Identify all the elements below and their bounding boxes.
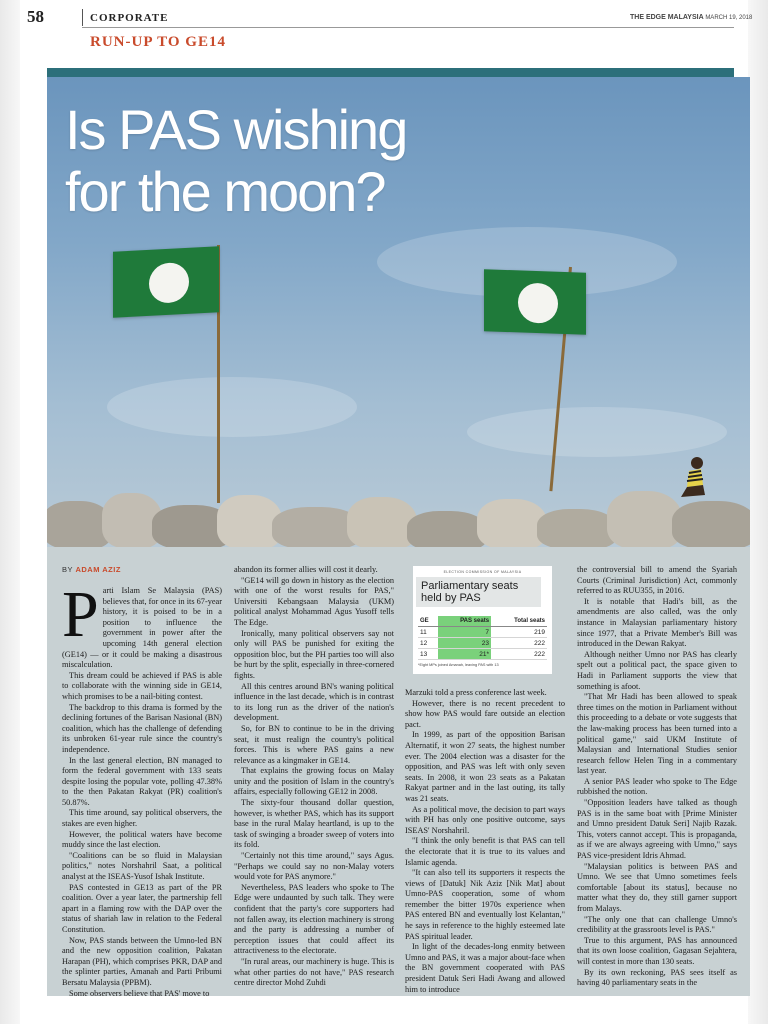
column-header: Total seats xyxy=(491,616,547,627)
paragraph: abandon its former allies will cost it dearly. xyxy=(234,565,378,574)
paragraph: Nevertheless, PAS leaders who spoke to The Edge were undaunted by such talk. They were confident that the party's core supporters had not fallen away, its election machinery is strong and the party is addressing a number of perception issues that could affect its attractiveness to the electorate. xyxy=(234,882,394,956)
cell-pas-seats: 7 xyxy=(438,627,491,638)
article-column-3 xyxy=(405,688,565,995)
paragraph: the controversial bill to amend the Syariah Courts (Criminal Jurisdiction) Act, commonly referred to as RUU355, in 2016. xyxy=(577,565,737,596)
paragraph: This dream could be achieved if PAS is able to collaborate with the winning side in GE14, which promises to be a nail-biting contest. xyxy=(62,670,222,701)
byline xyxy=(62,565,222,574)
section-label: CORPORATE xyxy=(90,12,169,24)
byline-prefix: BY xyxy=(62,565,73,574)
full-moon-icon xyxy=(518,282,558,323)
cell-total-seats: 222 xyxy=(491,649,547,660)
pas-flag-right xyxy=(484,269,586,335)
paragraph: "In rural areas, our machinery is huge. This is what other parties do not have," PAS research centre director Mohd Zuhdi xyxy=(234,956,394,988)
hero-photo xyxy=(47,77,750,547)
cell-pas-seats: 23 xyxy=(438,638,491,649)
paragraph: This time around, say political observers, the stakes are even higher. xyxy=(62,808,222,829)
paragraph: "It can also tell its supporters it respects the views of [Datuk] Nik Aziz [Nik Mat] about Umno-PAS cooperation, some of whom remember the bitter 1970s experience when PAS entered BN and eventually lost Kelantan," he says in reference to the highly esteemed late PAS spiritual leader. xyxy=(405,868,565,941)
page-number: 58 xyxy=(27,7,44,26)
article-column-4 xyxy=(577,565,737,989)
paragraph: arti Islam Se Malaysia (PAS) believes that, for once in its 67-year history, it is poised to be in a position to influence the government in power after the upcoming 14th general election (GE14) — or it could be making a disastrous miscalculation. xyxy=(62,586,222,670)
byline-author: ADAM AZIZ xyxy=(75,565,121,574)
paragraph: A senior PAS leader who spoke to The Edge rubbished the notion. xyxy=(577,776,737,797)
paragraph: "Opposition leaders have talked as though PAS is in the same boat with [Prime Minister and Umno president Datuk Seri] Najib Razak. This, voters cannot accept. This is propaganda, as if we are always agreeing with Umno," says PAS vice-president Idris Ahmad. xyxy=(577,798,737,861)
kicker: RUN-UP TO GE14 xyxy=(90,34,226,50)
paragraph: The sixty-four thousand dollar question, however, is whether PAS, which has its support base in the rural Malay heartland, is up to the task of swinging a broader sweep of voters into its fold. xyxy=(234,798,394,850)
paragraph: Although neither Umno nor PAS has clearly spelt out a political pact, the space given to Hadi in Parliament supports the view that something is afoot. xyxy=(577,649,737,691)
table-header-row xyxy=(418,616,547,627)
masthead-brand: THE EDGE MALAYSIA xyxy=(630,14,704,21)
full-moon-icon xyxy=(149,262,189,304)
cell-ge: 12 xyxy=(418,638,438,649)
cell-total-seats: 222 xyxy=(491,638,547,649)
paragraph: "That Mr Hadi has been allowed to speak three times on the motion in Parliament without this proceeding to a debate or vote suggests that the law-making process has been turned into a political game," said UKM Institute of Malaysian and International Studies senior research fellow Helen Ting in a commentary last year. xyxy=(577,692,737,776)
seats-table xyxy=(418,616,547,660)
paragraph: That explains the growing focus on Malay unity and the position of Islam in the country's affairs, especially following GE12 in 2008. xyxy=(234,766,394,797)
paragraph: Now, PAS stands between the Umno-led BN and the new opposition coalition, Pakatan Harapan (PH), which comprises PKR, DAP and the splinter parties, Amanah and Parti Pribumi Bersatu Malaysia (PPBM). xyxy=(62,935,222,987)
cell-ge: 11 xyxy=(418,627,438,638)
cloud xyxy=(107,377,357,437)
page-gutter-left xyxy=(0,0,20,1024)
paragraph: By its own reckoning, PAS sees itself as having 40 parliamentary seats in the xyxy=(577,967,737,988)
seats-infobox xyxy=(413,566,552,674)
paragraph: In light of the decades-long enmity between Umno and PAS, it was a major about-face when the BN government cooperated with PAS president Datuk Seri Hadi Awang and allowed him to introduce xyxy=(405,942,565,994)
paragraph: As a political move, the decision to part ways with PH has only one positive outcome, says ISEAS' Norshahril. xyxy=(405,804,565,835)
pas-flag-left xyxy=(113,246,219,318)
paragraph: All this centres around BN's waning political influence in the last decade, which is in contrast to its long run as the driver of the nation's development. xyxy=(234,681,394,723)
cloud xyxy=(467,407,727,457)
paragraph: However, the political waters have become muddy since the last election. xyxy=(62,829,222,850)
infobox-source: ELECTION COMMISSION OF MALAYSIA xyxy=(443,570,522,574)
header-rule xyxy=(82,27,734,28)
article-column-2 xyxy=(234,565,394,989)
paragraph: In 1999, as part of the opposition Barisan Alternatif, it won 27 seats, the highest number ever. The 2004 election was a disaster for the opposition, and PAS was left with only seven seats. In 2008, it won 23 seats as a Pakatan Rakyat partner and in the last outing, its tally was 21 seats. xyxy=(405,730,565,803)
rocks xyxy=(47,487,750,547)
page-gutter-right xyxy=(748,0,768,1024)
table-row xyxy=(418,649,547,660)
masthead xyxy=(630,14,752,21)
paragraph: Ironically, many political observers say not only will PAS be punished for exiting the opposition bloc, but the PH parties too will also be hurt by the split, especially in three-cornered fights. xyxy=(234,628,394,680)
paragraph: So, for BN to continue to be in the driving seat, it must realign the country's political forces. This is where PAS gains a new relevance as a kingmaker in GE14. xyxy=(234,723,394,765)
headline-line-2: for the moon? xyxy=(65,160,385,223)
masthead-date: MARCH 19, 2018 xyxy=(705,15,753,21)
cell-total-seats: 219 xyxy=(491,627,547,638)
paragraph: However, there is no recent precedent to show how PAS would fare outside an election pact. xyxy=(405,698,565,729)
headline-line-1: Is PAS wishing xyxy=(65,98,407,161)
paragraph: "GE14 will go down in history as the election with one of the worst results for PAS," Universiti Kebangsaan Malaysia (UKM) political analyst Mohammad Agus Yusoff tells The Edge. xyxy=(234,575,394,627)
cell-ge: 13 xyxy=(418,649,438,660)
paragraph: "Certainly not this time around," says Agus. "Perhaps we could say no non-Malay voters would vote for PAS anymore." xyxy=(234,851,394,882)
infobox-title: Parliamentary seats held by PAS xyxy=(416,577,541,607)
drop-cap: P xyxy=(62,578,99,651)
table-row xyxy=(418,627,547,638)
paragraph: "I think the only benefit is that PAS can tell the electorate that it is true to its values and Islamic agenda. xyxy=(405,836,565,867)
header-separator xyxy=(82,9,83,26)
hero-top-bar xyxy=(47,68,734,77)
paragraph: The backdrop to this drama is formed by the declining fortunes of the Barisan Nasional (BN) coalition, which has the challenge of defending its unbroken 61-year rule since the country's independence. xyxy=(62,702,222,754)
table-row xyxy=(418,638,547,649)
paragraph: It is notable that Hadi's bill, as the amendments are also called, was the only instance in Malaysian parliamentary history since 1977, that a Private Member's Bill was introduced in the Dewan Rakyat. xyxy=(577,596,737,649)
paragraph: "Malaysian politics is between PAS and Umno. We see that Umno sometimes feels comfortable [about its status], because no matter what they do, they still garner support from Malays. xyxy=(577,861,737,913)
headline xyxy=(65,99,406,223)
paragraph: In the last general election, BN managed to form the federal government with 133 seats despite losing the popular vote, polling 47.38% to the then Pakatan Rakyat (PR) coalition's 50.87%. xyxy=(62,755,222,807)
column-header: PAS seats xyxy=(438,616,491,627)
article-column-1 xyxy=(62,565,222,999)
paragraph: Some observers believe that PAS' move to xyxy=(69,988,210,998)
cell-pas-seats: 21* xyxy=(438,649,491,660)
column-header: GE xyxy=(418,616,438,627)
paragraph: Marzuki told a press conference last week. xyxy=(405,688,547,697)
paragraph: "Coalitions can be so fluid in Malaysian politics," notes Norshahril Saat, a political analyst at the ISEAS-Yusof Ishak Institute. xyxy=(62,850,222,882)
paragraph: PAS contested in GE13 as part of the PR coalition. Over a year later, the partnership fell apart in a flaming row with the DAP over the status of shariah law in relation to the Federal Constitution. xyxy=(62,882,222,934)
paragraph: True to this argument, PAS has announced that its own loose coalition, Gagasan Sejahtera, will contest in more than 130 seats. xyxy=(577,935,737,966)
infobox-footnote: *Eight MPs joined Amanah, leaving PAS with 13 xyxy=(418,663,499,667)
paragraph: "The only one that can challenge Umno's credibility at the grassroots level is PAS." xyxy=(577,914,737,935)
